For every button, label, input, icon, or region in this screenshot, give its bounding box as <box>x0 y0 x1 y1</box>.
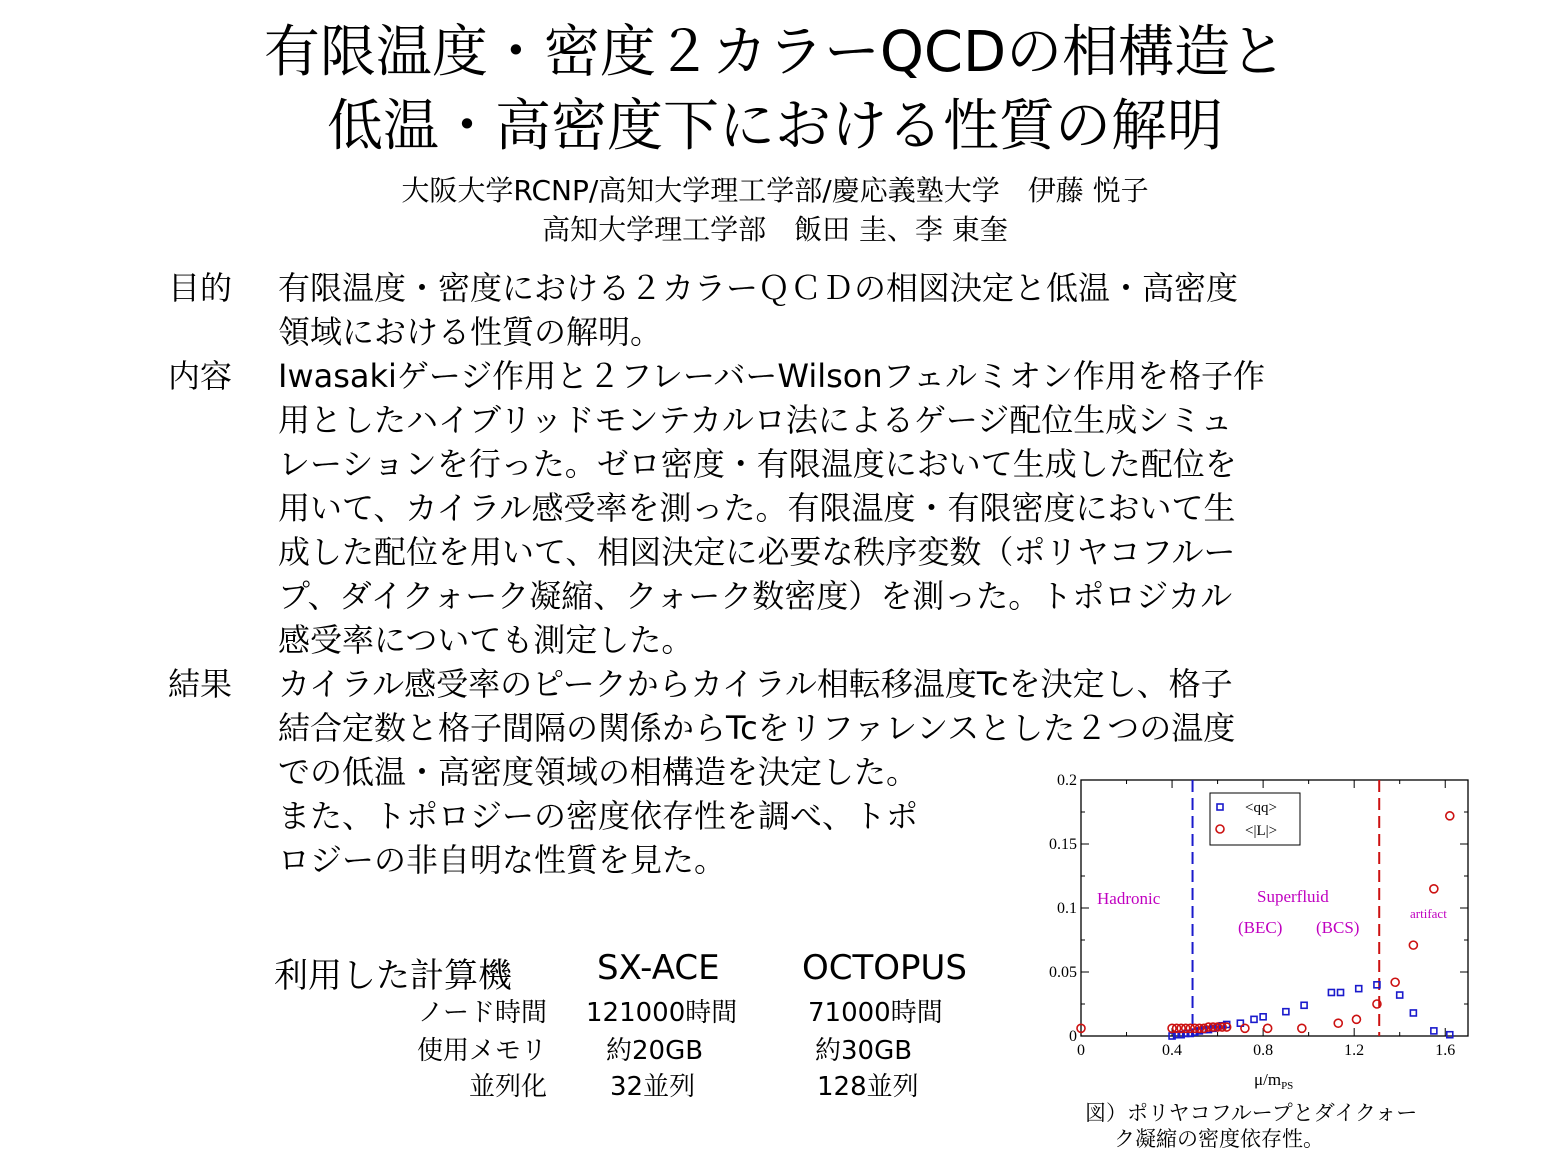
content-line: 感受率についても測定した。 <box>278 621 694 659</box>
content-line: レーションを行った。ゼロ密度・有限温度において生成した配位を <box>278 445 1237 483</box>
annotation-artifact: artifact <box>1410 906 1447 921</box>
x-tick-label: 0.8 <box>1253 1042 1274 1059</box>
figure-caption-line-1: 図）ポリヤコフループとダイクォー <box>1085 1101 1418 1125</box>
annotation-bcs: (BCS) <box>1316 918 1360 937</box>
qq-data-point <box>1301 1002 1307 1008</box>
qq-data-point <box>1410 1010 1416 1016</box>
result-label: 結果 <box>168 665 233 703</box>
y-tick-label: 0.15 <box>1049 836 1077 853</box>
qq-data-point <box>1431 1028 1437 1034</box>
y-tick-label: 0 <box>1069 1028 1077 1045</box>
content-line: 用としたハイブリッドモンテカルロ法によるゲージ配位生成シミュ <box>278 401 1233 439</box>
row-node-time-octopus: 71000時間 <box>808 998 943 1028</box>
qq-data-point <box>1251 1016 1257 1022</box>
content-line: Iwasakiゲージ作用と２フレーバーWilsonフェルミオン作用を格子作 <box>278 357 1266 395</box>
row-memory-sxace: 約20GB <box>606 1036 704 1066</box>
title-line-2: 低温・高密度下における性質の解明 <box>327 94 1223 159</box>
content-label: 内容 <box>168 357 233 395</box>
row-label-parallel: 並列化 <box>468 1072 547 1102</box>
annotation-superfluid: Superfluid <box>1257 887 1329 906</box>
result-line: カイラル感受率のピークからカイラル相転移温度Tcを決定し、格子 <box>278 665 1233 703</box>
content-line: プ、ダイクォーク凝縮、クォーク数密度）を測った。トポロジカル <box>278 577 1233 615</box>
y-tick-label: 0.1 <box>1057 900 1077 917</box>
x-tick-label: 0.4 <box>1162 1042 1183 1059</box>
purpose-line: 有限温度・密度における２カラーＱＣＤの相図決定と低温・高密度 <box>278 269 1239 307</box>
qq-data-point <box>1338 989 1344 995</box>
polyakov-data-point <box>1241 1024 1249 1032</box>
y-tick-label: 0.05 <box>1049 964 1077 981</box>
x-tick-label: 1.6 <box>1435 1042 1456 1059</box>
content-line: 成した配位を用いて、相図決定に必要な秩序変数（ポリヤコフルー <box>278 533 1236 571</box>
qq-data-point <box>1356 986 1362 992</box>
row-label-node-time: ノード時間 <box>417 998 547 1028</box>
legend-l-label: <|L|> <box>1245 823 1278 839</box>
polyakov-data-point <box>1264 1024 1272 1032</box>
purpose-body <box>278 266 1398 354</box>
annotation-bec: (BEC) <box>1238 918 1283 937</box>
qq-data-point <box>1447 1032 1453 1038</box>
title-line-1: 有限温度・密度２カラーQCDの相構造と <box>263 20 1287 85</box>
polyakov-data-point <box>1391 978 1399 986</box>
qq-data-point <box>1283 1009 1289 1015</box>
row-parallel-octopus: 128並列 <box>817 1072 919 1102</box>
result-line: 結合定数と格子間隔の関係からTcをリファレンスとした２つの温度 <box>278 709 1236 747</box>
content-line: 用いて、カイラル感受率を測った。有限温度・有限密度において生 <box>278 489 1236 527</box>
polyakov-data-point <box>1430 885 1438 893</box>
result-line: ロジーの非自明な性質を見た。 <box>278 841 727 879</box>
polyakov-data-point <box>1446 812 1454 820</box>
x-axis-label: $\mu/m_{PS}$ <box>1254 1070 1294 1092</box>
result-line: での低温・高密度領域の相構造を決定した。 <box>278 753 919 791</box>
annotation-hadronic: Hadronic <box>1097 889 1161 908</box>
polyakov-data-point <box>1298 1024 1306 1032</box>
qq-data-point <box>1328 989 1334 995</box>
content-body <box>278 354 1408 662</box>
polyakov-data-point <box>1409 941 1417 949</box>
legend-qq-label: <qq> <box>1245 800 1277 816</box>
density-dependence-chart <box>1030 765 1490 1095</box>
qq-data-point <box>1397 992 1403 998</box>
polyakov-data-point <box>1352 1015 1360 1023</box>
computers-heading: 利用した計算機 <box>274 956 512 996</box>
figure-caption-line-2: ク凝縮の密度依存性。 <box>1114 1127 1324 1151</box>
x-tick-label: 0 <box>1077 1042 1085 1059</box>
x-tick-label: 1.2 <box>1344 1042 1365 1059</box>
purpose-line: 領域における性質の解明。 <box>278 313 663 351</box>
row-node-time-sxace: 121000時間 <box>586 998 738 1028</box>
row-memory-octopus: 約30GB <box>815 1036 913 1066</box>
qq-data-point <box>1260 1014 1266 1020</box>
y-tick-label: 0.2 <box>1057 772 1077 789</box>
purpose-label: 目的 <box>168 269 233 307</box>
authors-line-1: 大阪大学RCNP/高知大学理工学部/慶応義塾大学 伊藤 悦子 <box>401 174 1149 207</box>
row-label-memory: 使用メモリ <box>416 1036 547 1066</box>
result-line: また、トポロジーの密度依存性を調べ、トポ <box>278 797 919 835</box>
computers-col-sxace: SX-ACE <box>597 948 720 988</box>
polyakov-data-point <box>1334 1019 1342 1027</box>
computers-col-octopus: OCTOPUS <box>802 948 968 988</box>
row-parallel-sxace: 32並列 <box>610 1072 696 1102</box>
authors-line-2: 高知大学理工学部 飯田 圭、李 東奎 <box>542 213 1008 246</box>
